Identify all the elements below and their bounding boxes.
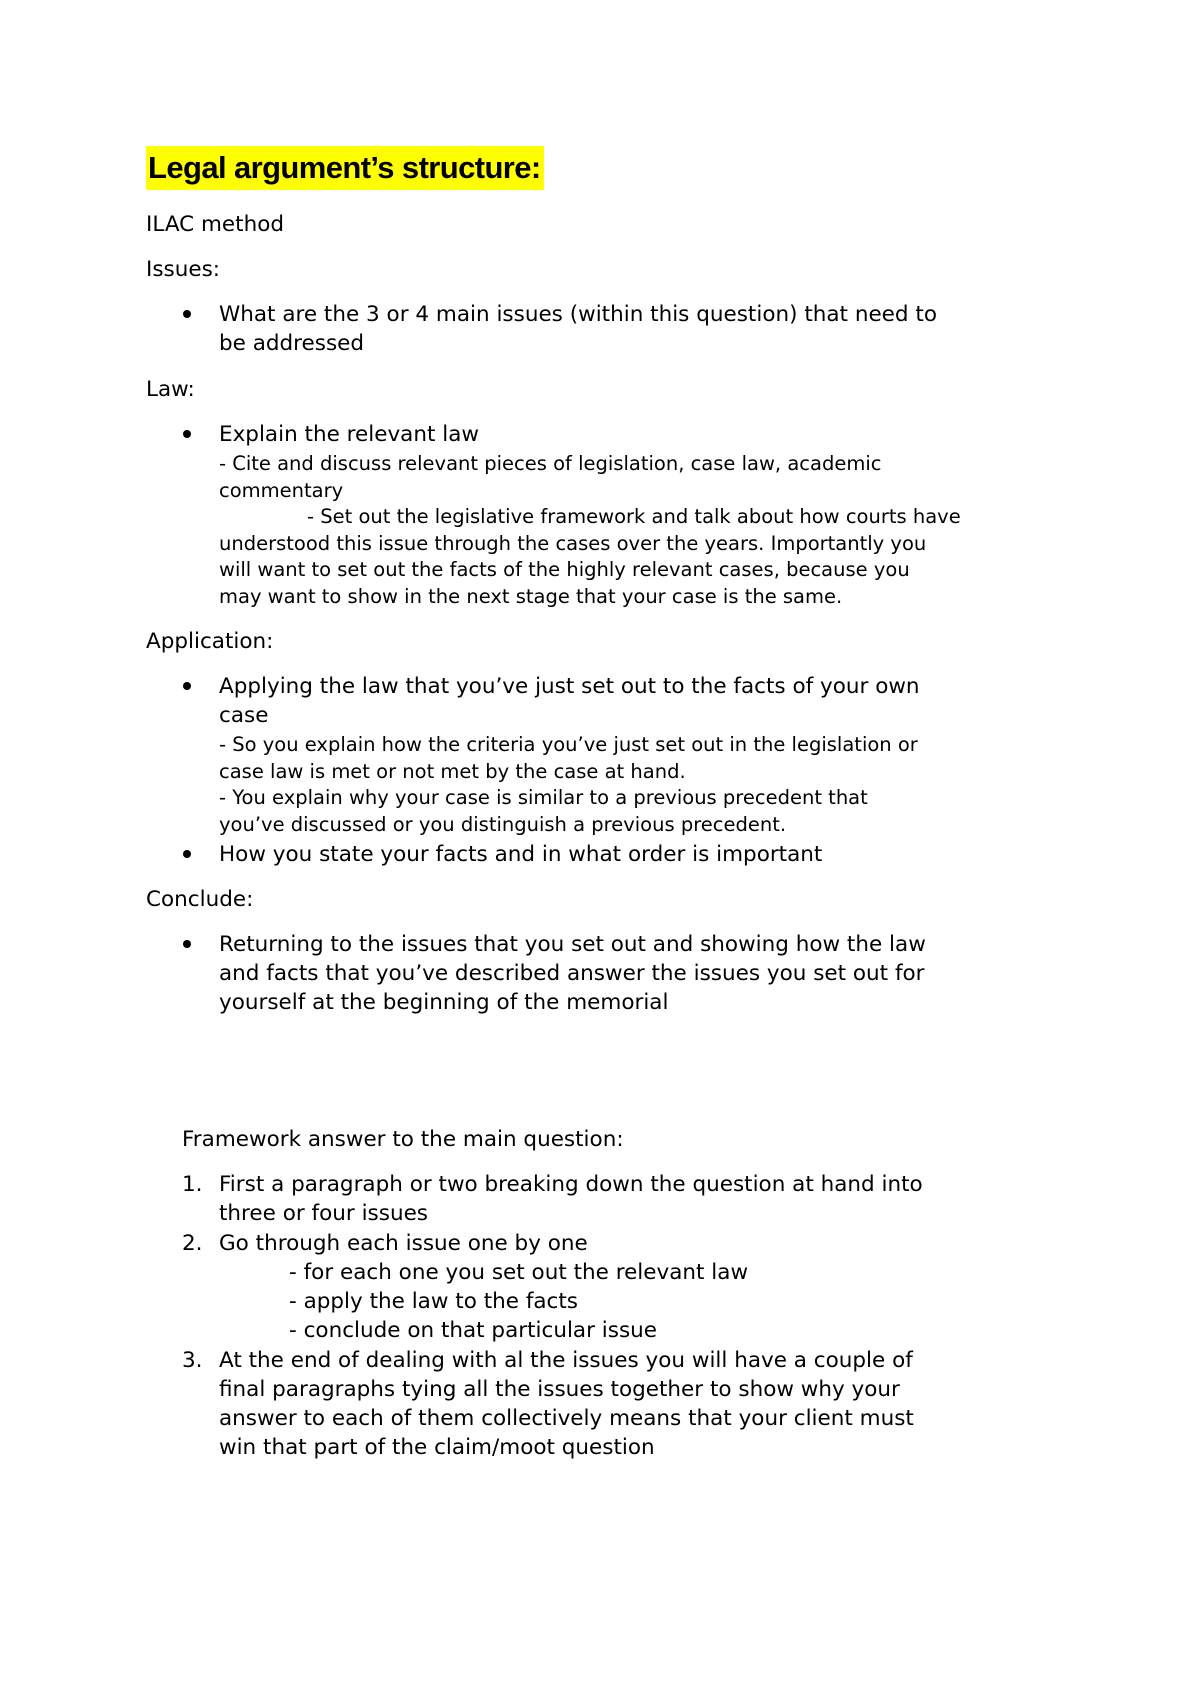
bullet-icon: [183, 850, 191, 858]
bullet-icon: [183, 430, 191, 438]
conclude-heading: Conclude:: [146, 887, 254, 912]
list-number: 3.: [182, 1348, 203, 1373]
conclude-bullet-text: Returning to the issues that you set out and showing how the law and facts that you’ve described answer the issues you set out for yourself at the beginning of the memorial: [219, 932, 926, 1015]
bullet-icon: [183, 310, 191, 318]
issues-heading: Issues:: [146, 257, 221, 282]
list-number: 2.: [182, 1231, 203, 1256]
law-bullet-text: Explain the relevant law: [219, 422, 479, 447]
framework-item-2-subitems: - for each one you set out the relevant law - apply the law to the facts - conclude on that particular issue: [289, 1260, 749, 1343]
page-title: Legal argument’s structure:: [146, 146, 544, 190]
application-bullet2-text: How you state your facts and in what order is important: [219, 842, 823, 867]
method-label: ILAC method: [146, 212, 285, 237]
framework-item-2: Go through each issue one by one: [219, 1231, 588, 1256]
issues-bullet-text: What are the 3 or 4 main issues (within this question) that need to be addressed: [219, 302, 937, 356]
framework-item-1: First a paragraph or two breaking down the question at hand into three or four issues: [219, 1172, 923, 1226]
law-detail-text: - Cite and discuss relevant pieces of legislation, case law, academic commentary - Set out the legislative framework and talk about how courts have understood this issue through the cases over the years. Importantly you will want to set out the facts of the highly relevant cases, because you may want to show in the next stage that your case is the same.: [219, 452, 961, 608]
framework-item-3: At the end of dealing with al the issues you will have a couple of final paragraphs tying all the issues together to show why your answer to each of them collectively means that your client must win that part of the claim/moot question: [219, 1348, 914, 1460]
list-number: 1.: [182, 1172, 203, 1197]
application-heading: Application:: [146, 629, 274, 654]
law-heading: Law:: [146, 377, 195, 402]
bullet-icon: [183, 940, 191, 948]
bullet-icon: [183, 682, 191, 690]
framework-heading: Framework answer to the main question:: [182, 1127, 624, 1152]
application-bullet-text: Applying the law that you’ve just set out to the facts of your own case: [219, 674, 920, 728]
application-detail-text: - So you explain how the criteria you’ve just set out in the legislation or case law is met or not met by the case at hand. - You explain why your case is similar to a previous precedent that you’ve discussed or you distinguish a previous precedent.: [219, 733, 918, 836]
